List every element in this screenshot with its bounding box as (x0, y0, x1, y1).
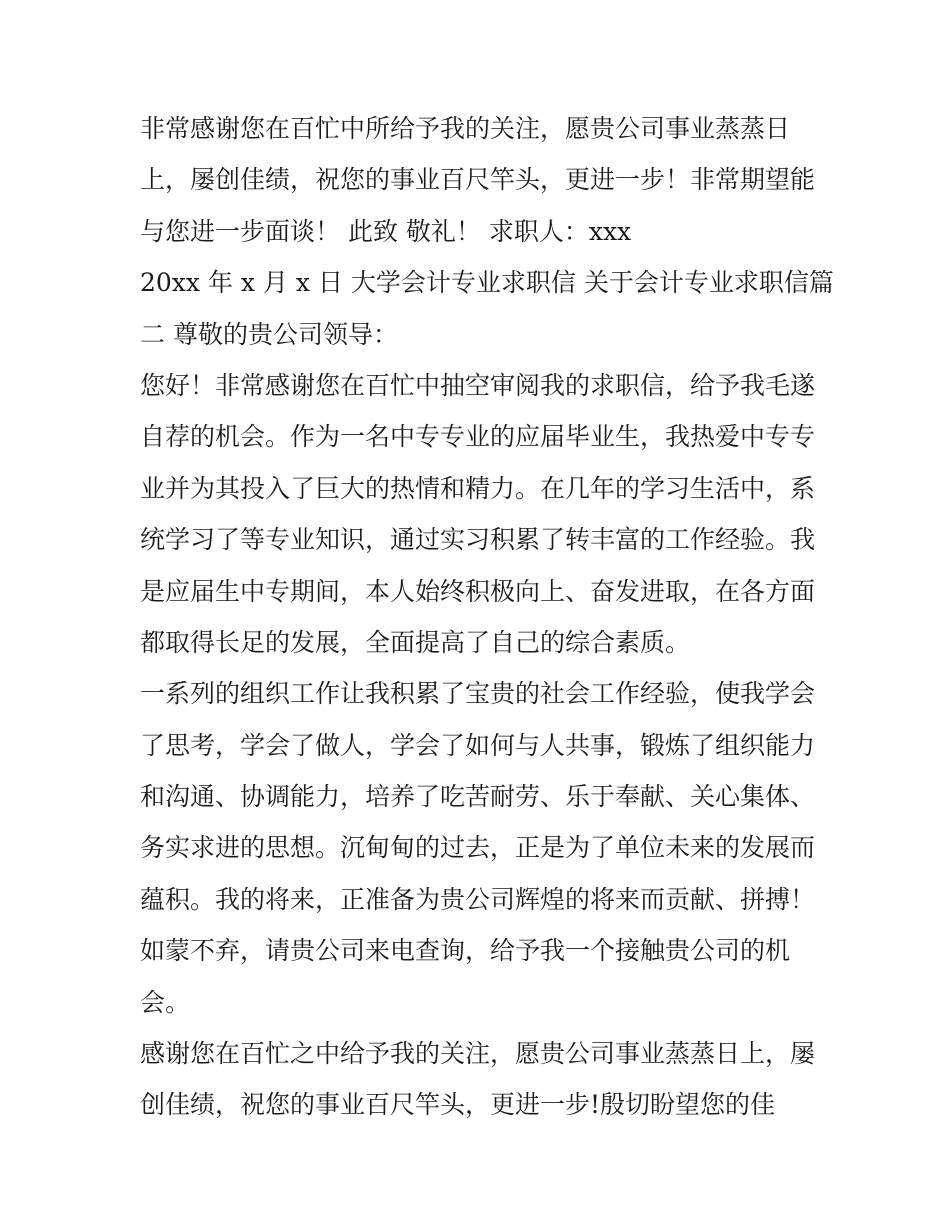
text-line: 蕴积。我的将来，正准备为贵公司辉煌的将来而贡献、拼搏！ (140, 884, 816, 914)
text-line: 如蒙不弃，请贵公司来电查询，给予我一个接触贵公司的机 (140, 936, 791, 966)
text-line: 二 尊敬的贵公司领导： (140, 319, 398, 349)
text-line: 非常感谢您在百忙中所给予我的关注，愿贵公司事业蒸蒸日 (140, 114, 791, 143)
text-line: 会。 (140, 987, 191, 1017)
text-line: 都取得长足的发展，全面提高了自己的综合素质。 (140, 627, 691, 657)
text-line: 您好！非常感谢您在百忙中抽空审阅我的求职信，给予我毛遂 (140, 370, 816, 400)
text-line: 20xx 年 x 月 x 日 大学会计专业求职信 关于会计专业求职信篇 (140, 268, 834, 298)
text-line: 上，屡创佳绩，祝您的事业百尺竿头，更进一步！非常期望能 (140, 165, 816, 195)
text-line: 了思考，学会了做人，学会了如何与人共事，锻炼了组织能力 (140, 730, 816, 760)
letter-body (140, 103, 834, 1131)
text-line: 业并为其投入了巨大的热情和精力。在几年的学习生活中，系 (140, 473, 816, 503)
text-line: 务实求进的思想。沉甸甸的过去，正是为了单位未来的发展而 (140, 833, 816, 863)
text-line: 是应届生中专期间，本人始终积极向上、奋发进取，在各方面 (140, 576, 816, 606)
text-line: 自荐的机会。作为一名中专专业的应届毕业生，我热爱中专专 (140, 422, 816, 452)
text-line: 和沟通、协调能力，培养了吃苦耐劳、乐于奉献、关心集体、 (140, 782, 816, 812)
text-line: 统学习了等专业知识，通过实习积累了转丰富的工作经验。我 (140, 525, 816, 555)
text-line: 创佳绩，祝您的事业百尺竿头，更进一步!殷切盼望您的佳 (140, 1090, 776, 1120)
text-line: 感谢您在百忙之中给予我的关注，愿贵公司事业蒸蒸日上，屡 (140, 1039, 816, 1069)
text-line: 一系列的组织工作让我积累了宝贵的社会工作经验，使我学会 (140, 679, 816, 709)
text-line: 与您进一步面谈！ 此致 敬礼！ 求职人：xxx (140, 216, 632, 246)
